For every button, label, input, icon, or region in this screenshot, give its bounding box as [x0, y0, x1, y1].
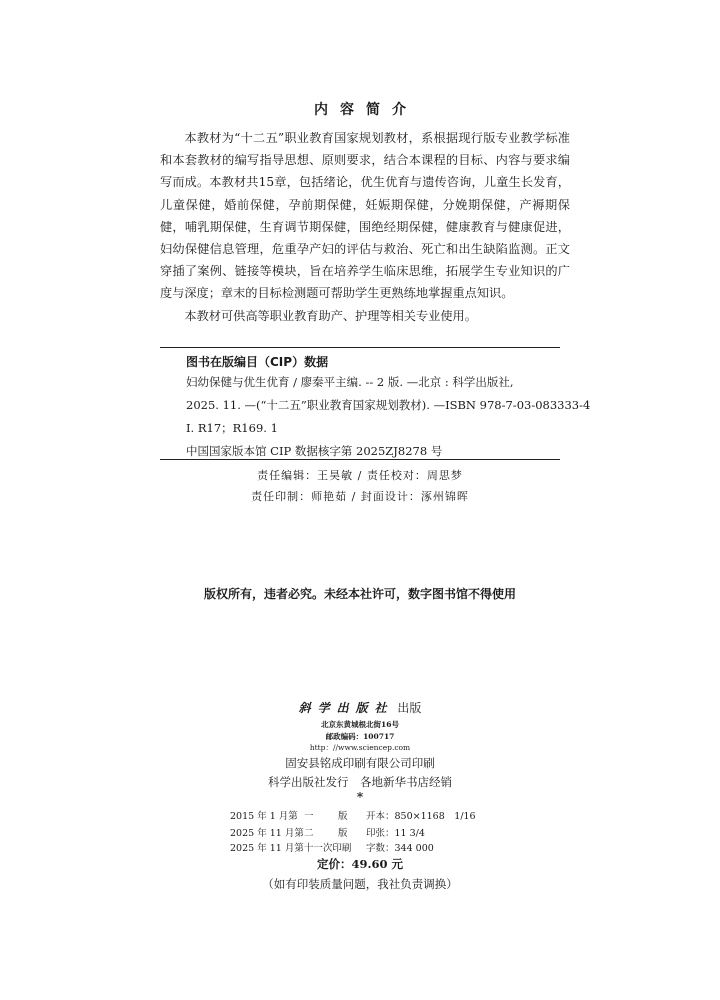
- rights-notice: 版权所有，违者必究。未经本社许可，数字图书馆不得使用: [203, 587, 516, 601]
- publisher-name: 斜学出版社: [298, 701, 394, 715]
- cip-line-1: 妇幼保健与优生优育 / 廖秦平主编. -- 2 版. —北京 : 科学出版社,: [186, 375, 514, 389]
- edition-number: 一: [304, 811, 314, 822]
- intro-body: [160, 127, 570, 327]
- staff-editors: 责任编辑：王昊敏 / 责任校对：周思梦: [257, 469, 463, 482]
- publisher-url: http：//www.sciencep.com: [309, 743, 411, 752]
- publisher-address: 北京东黄城根北街16号: [321, 720, 399, 729]
- edition-date: 2025 年 11 月第十一次印刷: [230, 843, 352, 854]
- publisher-suffix: 出版: [393, 701, 422, 715]
- edition-row: [230, 840, 434, 854]
- cip-line-4: 中国国家版本馆 CIP 数据核字第 2025ZJ8278 号: [186, 444, 443, 458]
- staff-production: 责任印制：师艳茹 / 封面设计：涿州锦晖: [251, 490, 469, 503]
- intro-paragraph: 本教材可供高等职业教育助产、护理等相关专业使用。: [184, 308, 477, 323]
- separator-star: *: [356, 790, 364, 804]
- edition-number: 二: [304, 828, 314, 839]
- edition-date: 2025 年 11 月第: [230, 828, 304, 839]
- cip-bottom-rule: [160, 459, 560, 460]
- edition-spec: 印张：11 3/4: [366, 828, 425, 839]
- cip-line-3: Ⅰ. R17；R169. 1: [186, 421, 278, 435]
- printer: 固安县铭成印刷有限公司印刷: [285, 756, 435, 770]
- cip-line-2: 2025. 11. —(“十二五”职业教育国家规划教材). —ISBN 978-7-03-083333-4: [186, 398, 591, 412]
- edition-spec: 开本：850×1168 1/16: [366, 811, 476, 822]
- publisher-line: [0, 699, 720, 716]
- edition-row: [230, 808, 476, 822]
- quality-note: （如有印装质量问题，我社负责调换）: [262, 877, 458, 891]
- price: 定价：49.60 元: [316, 857, 403, 871]
- intro-title: 内容简介: [314, 102, 418, 118]
- edition-row: [230, 825, 425, 839]
- cip-heading: 图书在版编目（CIP）数据: [186, 355, 329, 369]
- edition-unit: 版: [338, 811, 348, 822]
- distribution: 科学出版社发行 各地新华书店经销: [268, 775, 452, 789]
- edition-spec: 字数：344 000: [366, 843, 434, 854]
- publisher-postcode: 邮政编码：100717: [325, 732, 395, 741]
- edition-date: 2015 年 1 月第: [230, 811, 298, 822]
- intro-paragraph: 本教材为“十二五”职业教育国家规划教材，系根据现行版专业教学标准和本套教材的编写指导思想、原则要求，结合本课程的目标、内容与要求编写而成。本教材共15章，包括绪论，优生优育与遗传咨询，儿童生长发育，儿童保健，婚前保健，孕前期保健，妊娠期保健，分娩期保健，产褥期保健，哺乳期保健，生育调节期保健，围绝经期保健，健康教育与健康促进，妇幼保健信息管理，危重孕产妇的评估与救治、死亡和出生缺陷监测。正文穿插了案例、链接等模块，旨在培养学生临床思维，拓展学生专业知识的广度与深度；章末的目标检测题可帮助学生更熟练地掌握重点知识。: [160, 131, 570, 301]
- edition-unit: 版: [338, 828, 348, 839]
- cip-top-rule: [160, 347, 560, 348]
